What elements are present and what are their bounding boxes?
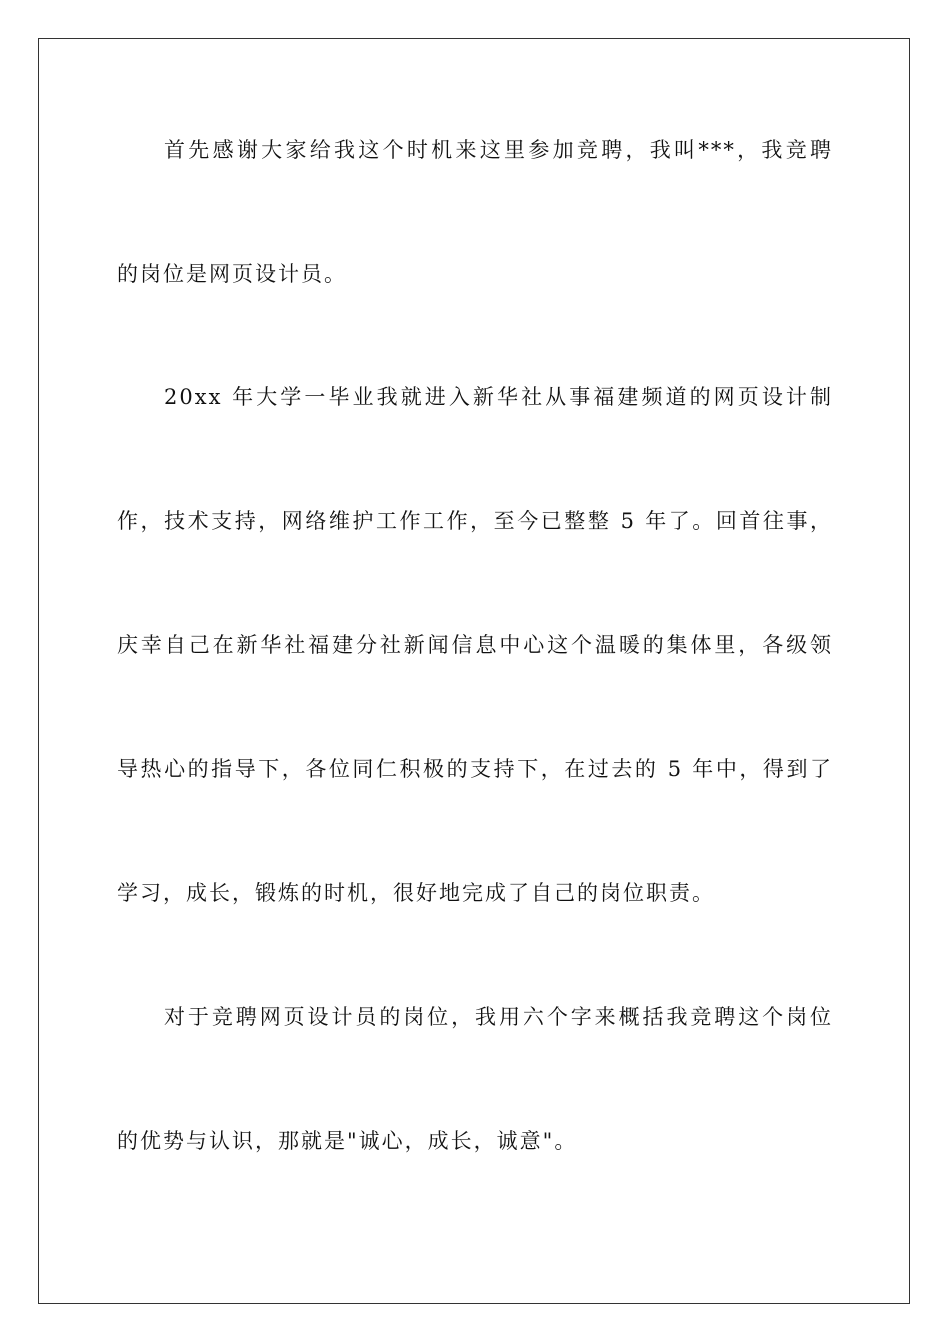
paragraph-2-line-1: 20xx 年大学一毕业我就进入新华社从事福建频道的网页设计制 [164, 385, 833, 409]
paragraph-2-line-2: 作，技术支持，网络维护工作工作，至今已整整 5 年了。回首往事， [117, 509, 833, 533]
paragraph-3-line-2: 的优势与认识，那就是"诚心，成长，诚意"。 [117, 1129, 578, 1153]
paragraph-2-line-3: 庆幸自己在新华社福建分社新闻信息中心这个温暖的集体里，各级领 [117, 633, 833, 657]
paragraph-2-line-5: 学习，成长，锻炼的时机，很好地完成了自己的岗位职责。 [117, 881, 715, 905]
paragraph-3-line-1: 对于竞聘网页设计员的岗位，我用六个字来概括我竞聘这个岗位 [164, 1005, 833, 1029]
paragraph-1-line-2: 的岗位是网页设计员。 [117, 262, 347, 286]
paragraph-2-line-4: 导热心的指导下，各位同仁积极的支持下，在过去的 5 年中，得到了 [117, 757, 833, 781]
paragraph-1-line-1: 首先感谢大家给我这个时机来这里参加竞聘，我叫***，我竞聘 [164, 138, 833, 162]
page-frame [38, 38, 910, 1304]
